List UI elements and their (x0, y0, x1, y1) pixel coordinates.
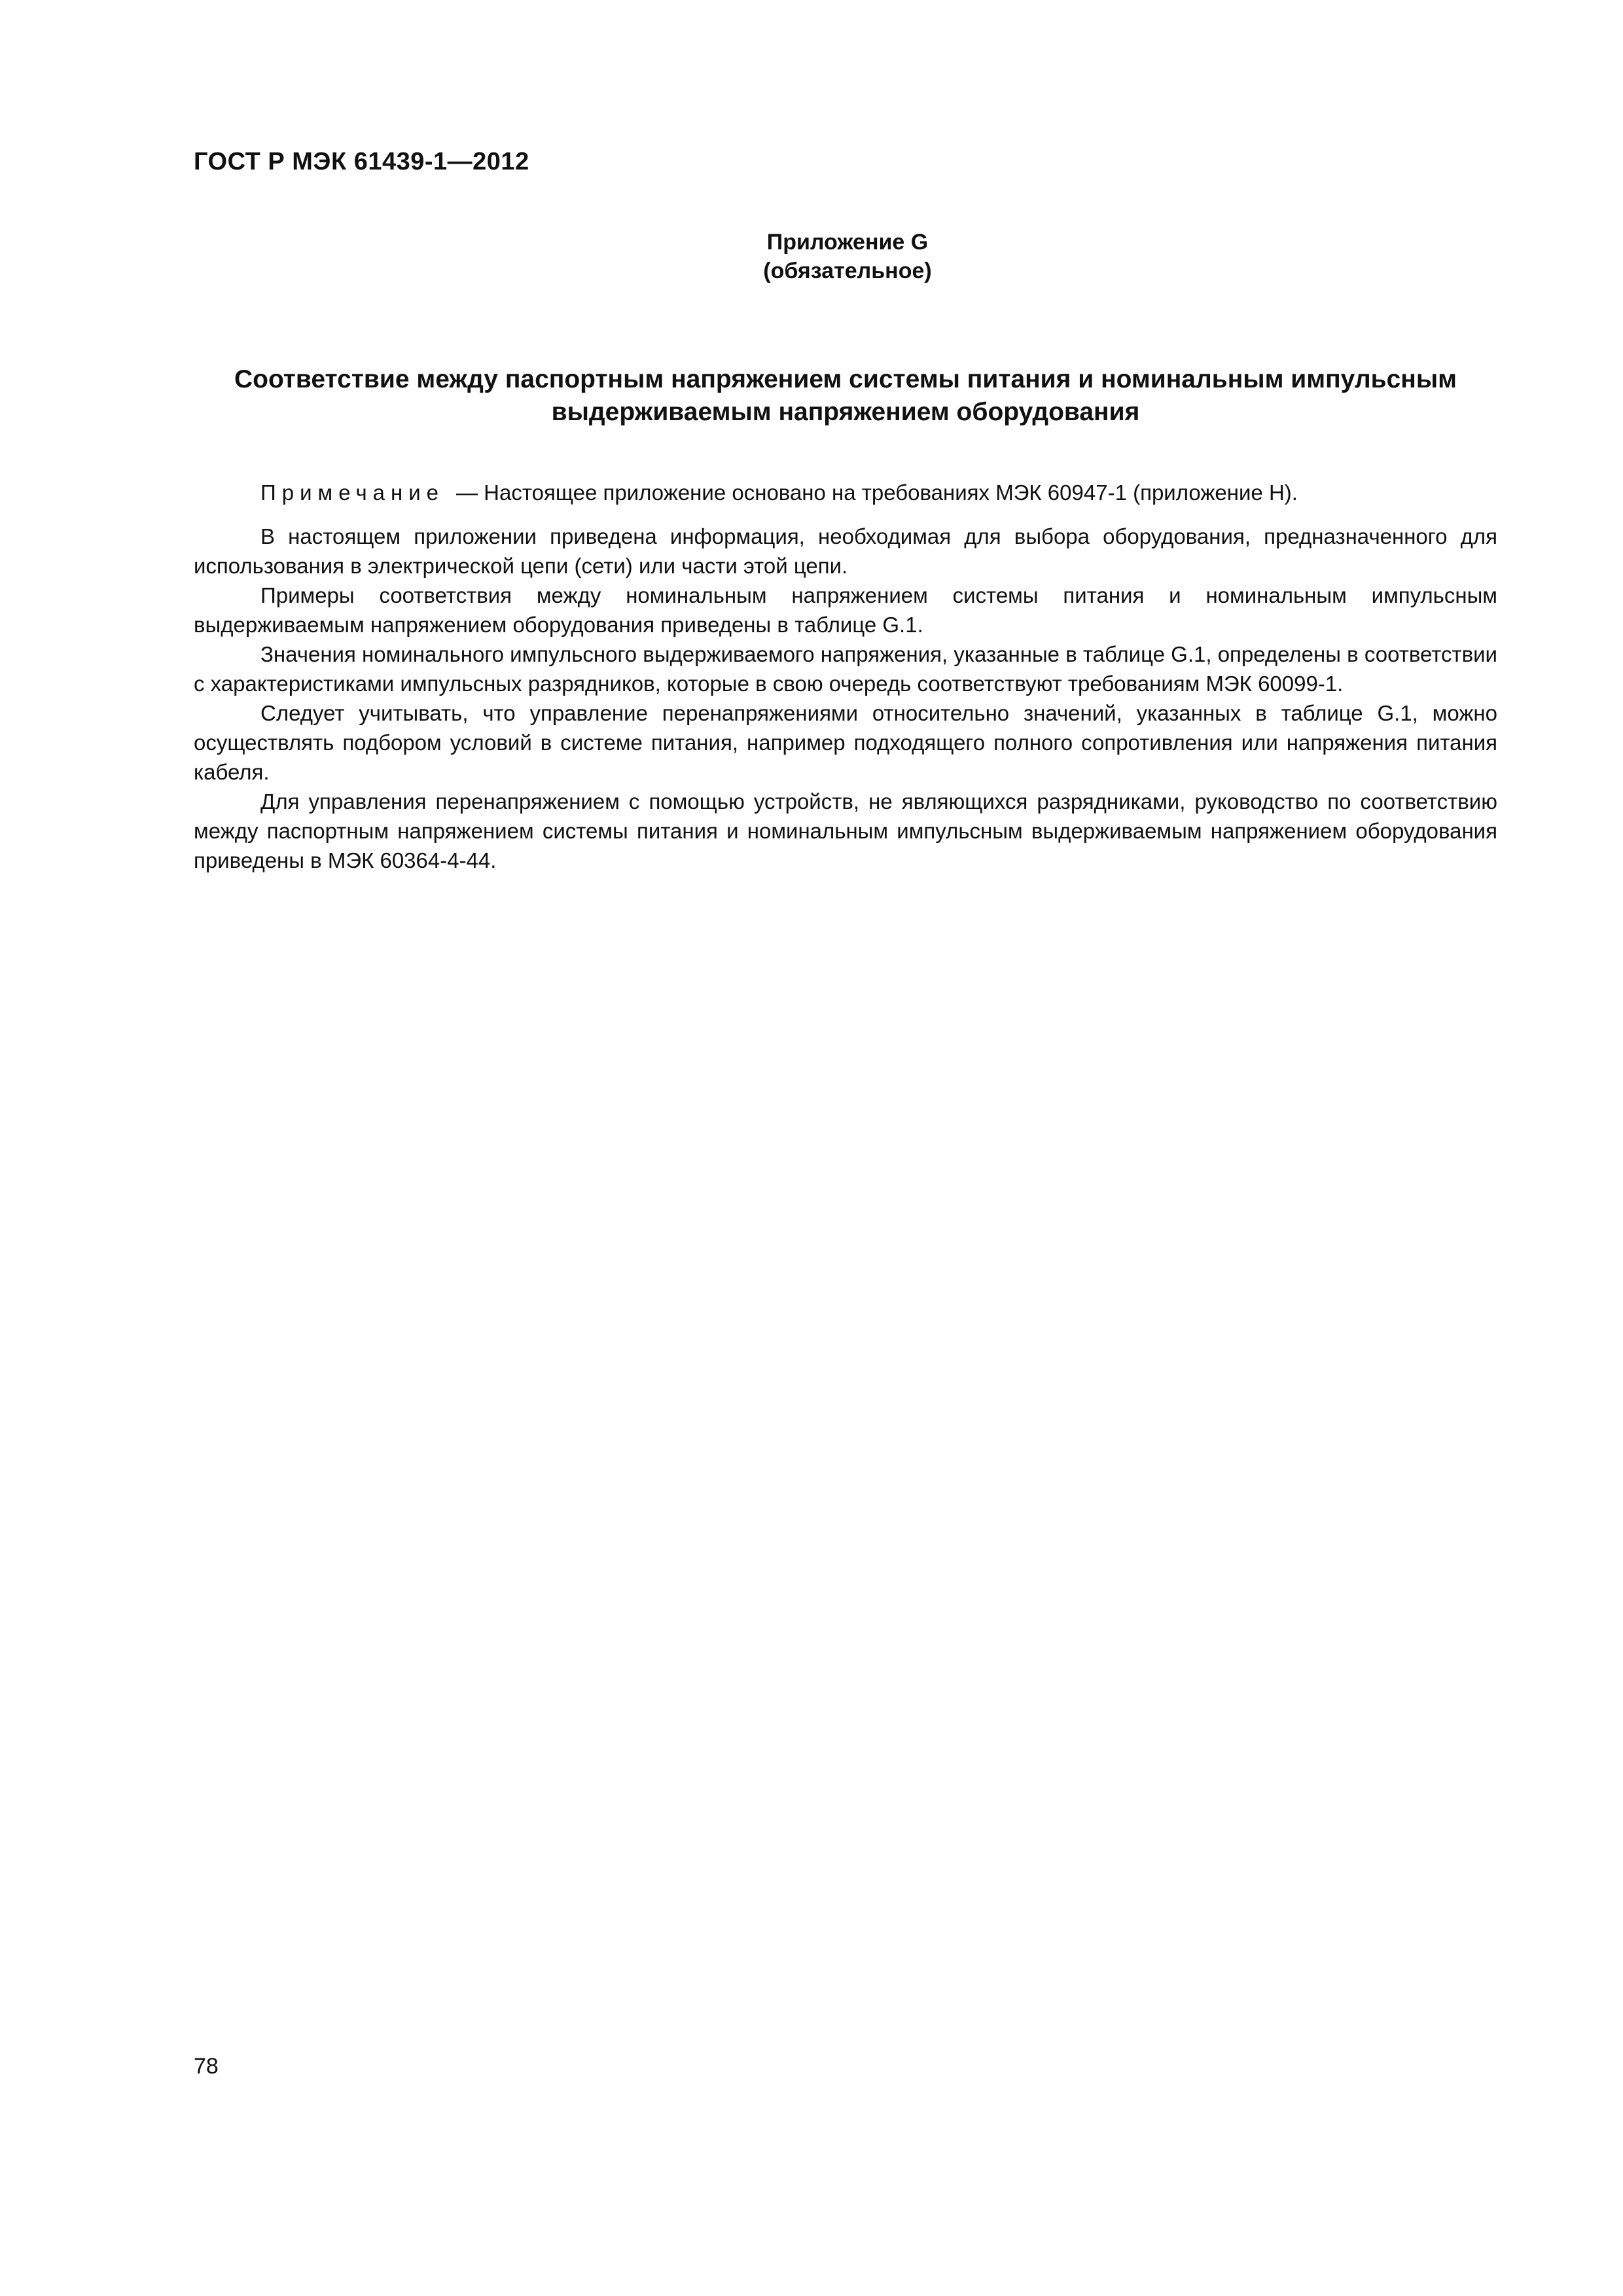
note-label: Примечание (260, 480, 445, 505)
annex-heading (0, 228, 1623, 285)
paragraph-5: Для управления перенапряжением с помощью устройств, не являющихся разрядниками, руководство по соответствию между паспортным напряжением системы питания и номинальным импульсным выдерживаемым напряжением оборудования приведены в МЭК 60364-4-44. (194, 789, 1497, 872)
note (194, 478, 1497, 507)
body-text (194, 478, 1497, 875)
paragraph-2: Примеры соответствия между номинальным напряжением системы питания и номинальным импульсным выдерживаемым напряжением оборудования приведены в таблице G.1. (194, 583, 1497, 637)
paragraph-3: Значения номинального импульсного выдерживаемого напряжения, указанные в таблице G.1, определены в соответствии с характеристиками импульсных разрядников, которые в свою очередь соответствуют требованиям МЭК 60099-1. (194, 642, 1497, 696)
annex-status: (обязательное) (763, 259, 932, 283)
paragraph-4: Следует учитывать, что управление перенапряжениями относительно значений, указанных в таблице G.1, можно осуществлять подбором условий в системе питания, например подходящего полного сопротивления или напряжения питания кабеля. (194, 701, 1497, 784)
section-title (194, 363, 1497, 429)
page-number: 78 (194, 2054, 219, 2079)
paragraph-1: В настоящем приложении приведена информация, необходимая для выбора оборудования, предназначенного для использования в электрической цепи (сети) или части этой цепи. (194, 524, 1497, 578)
note-text: — Настоящее приложение основано на требованиях МЭК 60947-1 (приложение H). (456, 480, 1298, 505)
standard-code: ГОСТ Р МЭК 61439-1—2012 (194, 148, 529, 175)
section-title-line1: Соответствие между паспортным напряжением системы питания и номинальным импульсным (234, 365, 1457, 393)
section-title-line2: выдерживаемым напряжением оборудования (551, 398, 1140, 426)
annex-title: Приложение G (766, 230, 929, 255)
